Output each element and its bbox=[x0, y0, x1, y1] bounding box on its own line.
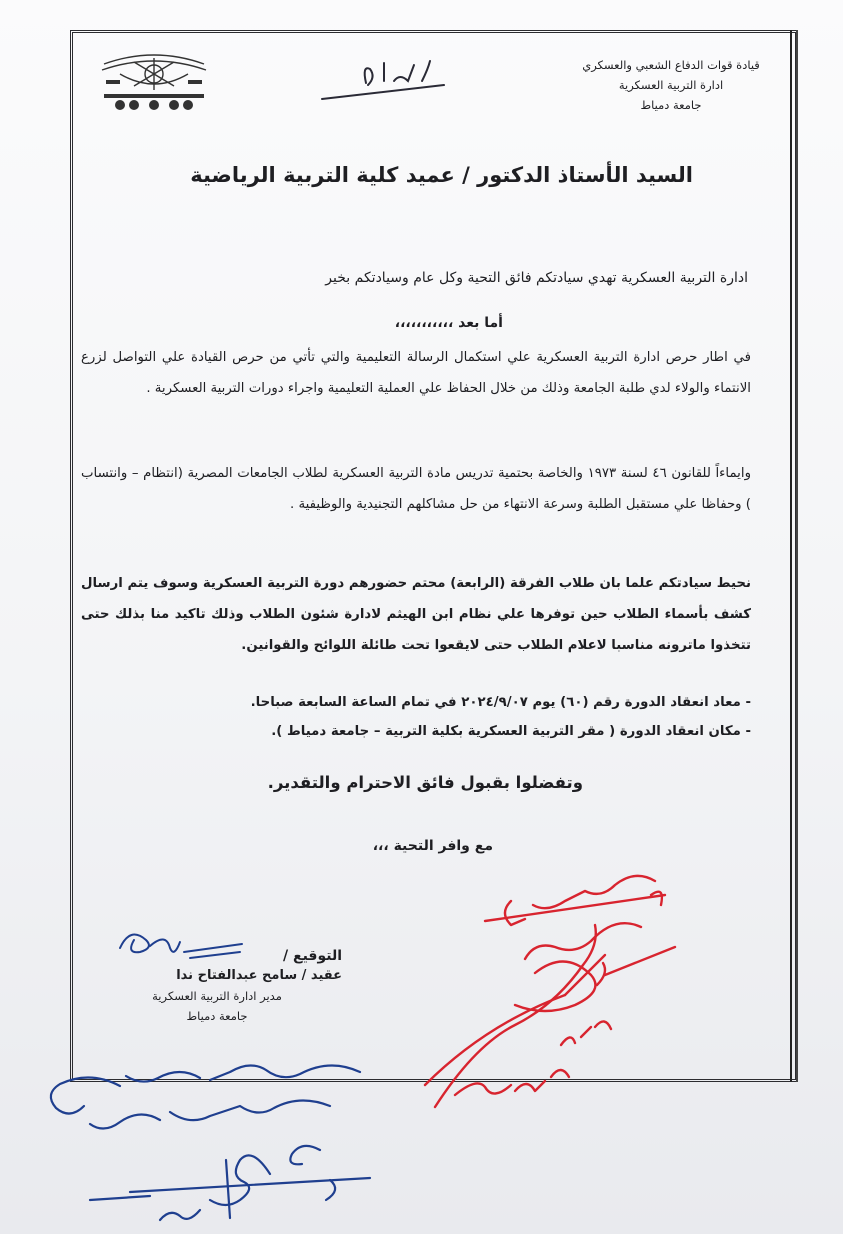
letterhead-line-3: جامعة دمياط bbox=[640, 98, 702, 112]
greeting-line: ادارة التربية العسكرية تهدي سيادتكم فائق التحية وكل عام وسيادتكم بخير bbox=[325, 270, 748, 286]
handwritten-top-note bbox=[318, 55, 448, 105]
paragraph-1: في اطار حرص ادارة التربية العسكرية علي استكمال الرسالة التعليمية والتي تأتي من حرص القيادة علي التواصل لزرع الانتماء والولاء لدي طلبة الجامعة وذلك من خلال الحفاظ علي العملية التعليمية واجراء دورات التربية العسكرية . bbox=[81, 350, 751, 396]
signature-block bbox=[92, 946, 342, 1026]
regards-line: مع وافر التحية ،،، bbox=[372, 838, 493, 854]
paragraph-3: نحيط سيادتكم علما بان طلاب الفرقة (الرابعة) محتم حضورهم دورة التربية العسكرية وسوف يتم ارسال كشف بأسماء الطلاب حين توفرها علي نظام ابن الهيثم لادارة شئون الطلاب وذلك تاكيد منا بذلك حتى تتخذوا ماترونه مناسبا لاعلام الطلاب حتى لايقعوا تحت طائلة اللوائح والقوانين. bbox=[81, 576, 751, 653]
amma-baad: أما بعد ،،،،،،،،،،، bbox=[394, 315, 503, 331]
letterhead bbox=[561, 55, 781, 115]
emblem-logo bbox=[98, 50, 210, 112]
signatory-organization: جامعة دمياط bbox=[186, 1009, 248, 1023]
letterhead-line-1: قيادة قوات الدفاع الشعبي والعسكري bbox=[582, 58, 760, 72]
course-date-item: - معاد انعقاد الدورة رقم (٦٠) يوم ٢٠٢٤/٩/٠٧ في تمام الساعة السابعة صباحا. bbox=[250, 695, 751, 710]
signatory-name: عقيد / سامح عبدالفتاح ندا bbox=[176, 968, 342, 983]
addressee-title: السيد الأستاذ الدكتور / عميد كلية التربية الرياضية bbox=[190, 163, 693, 187]
red-handwritten-annotation bbox=[415, 855, 680, 1125]
paragraph-2: وايماءاً للقانون ٤٦ لسنة ١٩٧٣ والخاصة بحتمية تدريس مادة التربية العسكرية لطلاب الجامعات المصرية (انتظام – وانتساب ) وحفاظا علي مستقبل الطلبة وسرعة الانتهاء من حل مشاكلهم التجنيدية والوظيفية . bbox=[81, 466, 751, 512]
course-details bbox=[81, 688, 751, 746]
course-location-item: - مكان انعقاد الدورة ( مقر التربية العسكرية بكلية التربية – جامعة دمياط ). bbox=[271, 724, 751, 739]
signature-label: التوقيع / bbox=[283, 948, 342, 964]
signatory-title: مدير ادارة التربية العسكرية bbox=[152, 989, 282, 1003]
page-border-right bbox=[790, 30, 798, 1082]
closing-line: وتفضلوا بقبول فائق الاحترام والتقدير. bbox=[267, 773, 583, 792]
letterhead-line-2: ادارة التربية العسكرية bbox=[618, 78, 724, 92]
blue-handwritten-annotation bbox=[30, 1050, 380, 1230]
